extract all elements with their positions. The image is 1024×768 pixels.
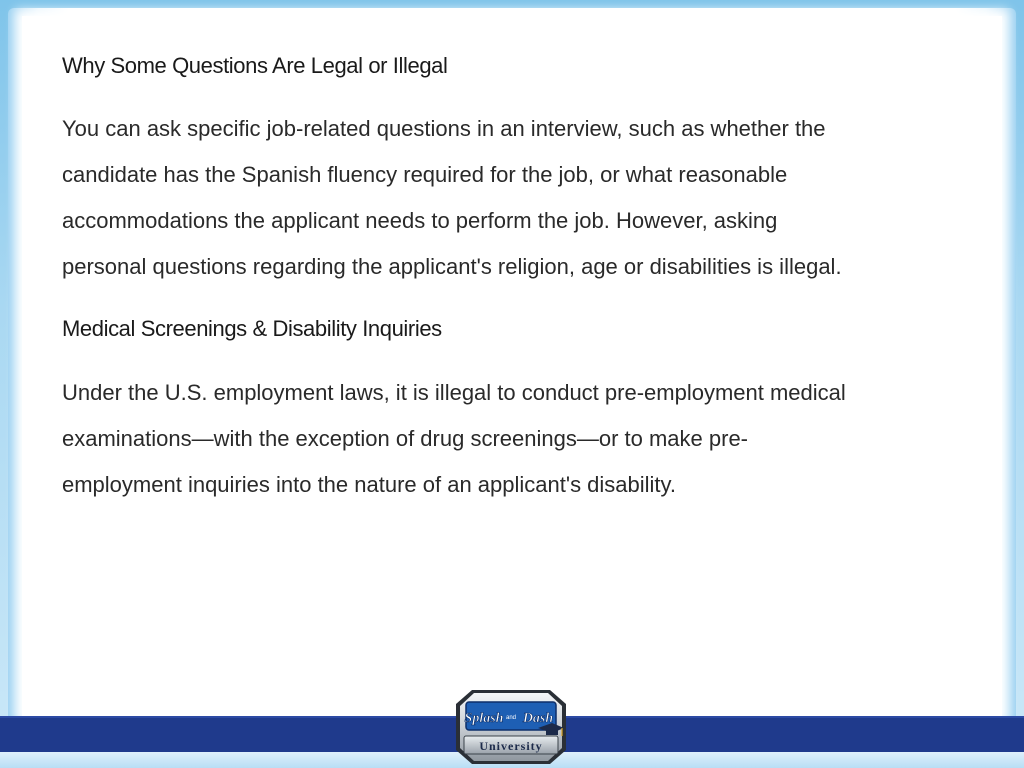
section-heading-medical-screenings: Medical Screenings & Disability Inquiries xyxy=(62,316,442,341)
paragraph-medical-screenings xyxy=(62,370,846,508)
logo-word-mid: and xyxy=(505,715,517,721)
paragraph-line: personal questions regarding the applicant's religion, age or disabilities is illegal. xyxy=(62,254,842,279)
paragraph-legal-questions xyxy=(62,106,842,290)
paragraph-line: candidate has the Spanish fluency required for the job, or what reasonable xyxy=(62,162,788,187)
paragraph-line: examinations—with the exception of drug screenings—or to make pre- xyxy=(62,426,749,451)
paragraph-line: Under the U.S. employment laws, it is illegal to conduct pre-employment medical xyxy=(62,380,846,405)
logo-word-right: Dash xyxy=(522,711,554,726)
paragraph-line: You can ask specific job-related questions in an interview, such as whether the xyxy=(62,116,826,141)
paragraph-line: employment inquiries into the nature of an applicant's disability. xyxy=(62,472,677,497)
logo-word-bottom: University xyxy=(479,739,543,753)
section-heading-legal-questions: Why Some Questions Are Legal or Illegal xyxy=(62,53,448,78)
logo-word-left: Splash xyxy=(464,711,504,726)
splash-and-dash-university-logo xyxy=(454,688,568,766)
slide-canvas xyxy=(22,16,1002,716)
paragraph-line: accommodations the applicant needs to perform the job. However, asking xyxy=(62,208,778,233)
